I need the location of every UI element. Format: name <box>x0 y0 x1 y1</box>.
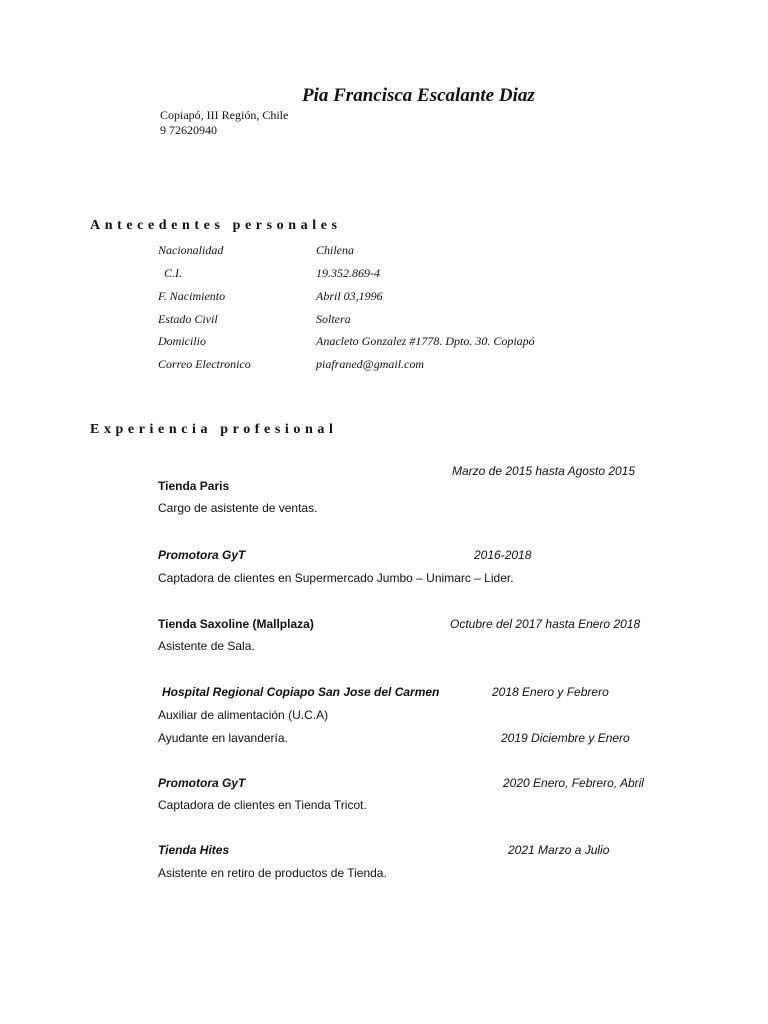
job-date: 2020 Enero, Febrero, Abril <box>503 776 644 790</box>
job-date: 2018 Enero y Febrero <box>492 685 609 699</box>
personal-label: Nacionalidad <box>158 243 224 257</box>
personal-label: Estado Civil <box>158 312 218 326</box>
job-description: Captadora de clientes en Supermercado Jumbo – Unimarc – Lider. <box>158 571 514 585</box>
job-date: 2021 Marzo a Julio <box>508 843 610 857</box>
personal-value: Abril 03,1996 <box>316 289 383 303</box>
personal-label: C.I. <box>164 266 182 280</box>
job-title: Promotora GyT <box>158 548 246 562</box>
job-description: Ayudante en lavandería. <box>158 731 288 745</box>
personal-value: 19.352.869-4 <box>316 266 380 280</box>
section-title-experience: Experiencia profesional <box>90 422 338 437</box>
job-date: 2019 Diciembre y Enero <box>501 731 630 745</box>
personal-value: Soltera <box>316 312 351 326</box>
job-title: Promotora GyT <box>158 776 246 790</box>
job-description: Asistente de Sala. <box>158 639 255 653</box>
job-description: Auxiliar de alimentación (U.C.A) <box>158 708 329 722</box>
job-title: Tienda Paris <box>158 479 230 493</box>
job-description: Cargo de asistente de ventas. <box>158 501 318 515</box>
resume-name: Pia Francisca Escalante Diaz <box>302 85 535 106</box>
contact-location: Copiapó, III Región, Chile <box>160 108 289 122</box>
job-title: Tienda Saxoline (Mallplaza) <box>158 617 314 631</box>
job-description: Captadora de clientes en Tienda Tricot. <box>158 798 367 812</box>
personal-label: Correo Electronico <box>158 357 251 371</box>
personal-value: piafraned@gmail.com <box>316 357 425 371</box>
personal-label: Domicilio <box>158 334 206 348</box>
job-title: Hospital Regional Copiapo San Jose del Carmen <box>162 685 440 699</box>
job-title: Tienda Hites <box>158 843 230 857</box>
personal-value: Anacleto Gonzalez #1778. Dpto. 30. Copiapó <box>316 334 535 348</box>
job-date: Octubre del 2017 hasta Enero 2018 <box>450 617 641 631</box>
personal-label: F. Nacimiento <box>158 289 226 303</box>
section-title-personal: Antecedentes personales <box>90 218 342 233</box>
job-date: Marzo de 2015 hasta Agosto 2015 <box>452 464 636 478</box>
contact-phone: 9 72620940 <box>160 123 217 137</box>
personal-value: Chilena <box>316 243 354 257</box>
job-description: Asistente en retiro de productos de Tienda. <box>158 866 387 880</box>
job-date: 2016-2018 <box>474 548 532 562</box>
